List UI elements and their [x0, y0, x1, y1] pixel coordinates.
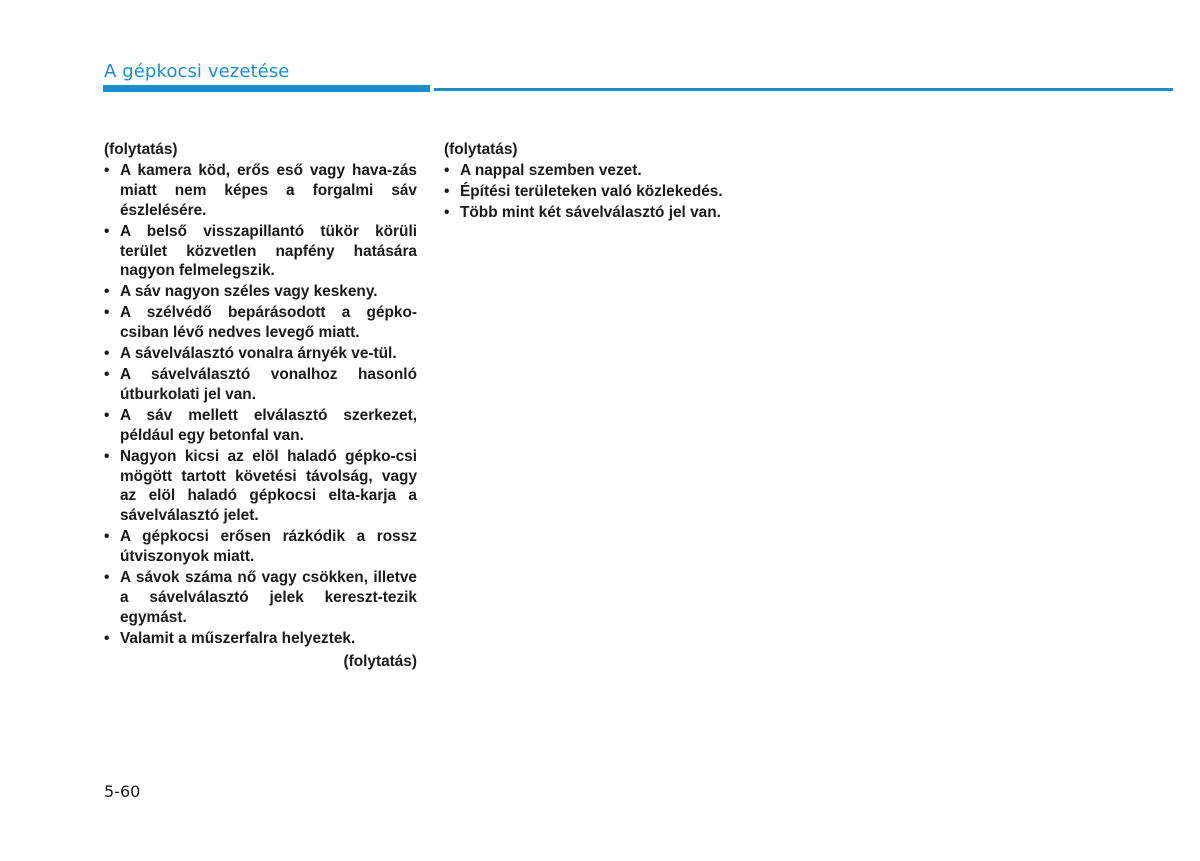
right-bullet-list [444, 161, 784, 223]
list-item [104, 447, 417, 527]
list-item [104, 527, 417, 567]
bullet-icon: • [104, 629, 110, 647]
bullet-icon: • [444, 161, 450, 179]
list-item [104, 406, 417, 446]
continued-label-top: (folytatás) [104, 141, 178, 158]
list-item [104, 282, 417, 302]
bullet-icon: • [104, 528, 110, 546]
list-item [104, 161, 417, 221]
list-item-text: A gépkocsi erősen rázkódik a rossz útviszonyok miatt. [120, 528, 417, 566]
left-bullet-list [104, 161, 417, 649]
list-item-text: A sávok száma nő vagy csökken, illetve a sávelválasztó jelek kereszt-tezik egymást. [120, 569, 417, 626]
list-item [104, 365, 417, 405]
list-item [104, 568, 417, 628]
continued-label-bottom: (folytatás) [343, 652, 417, 670]
list-item-text: A sáv nagyon széles vagy keskeny. [120, 283, 378, 301]
bullet-icon: • [104, 345, 110, 363]
list-item-text: A sáv mellett elválasztó szerkezet, például egy betonfal van. [120, 406, 417, 444]
page-number: 5-60 [104, 782, 141, 801]
bullet-icon: • [104, 222, 110, 240]
header-rule-thick [103, 85, 430, 92]
list-item [104, 303, 417, 343]
header-rule-thin [434, 88, 1173, 91]
list-item-text: Nagyon kicsi az elöl haladó gépko-csi mögött tartott követési távolság, vagy az elöl haladó gépkocsi elta-karja a sávelválasztó jelet. [120, 447, 417, 525]
list-item [104, 222, 417, 282]
list-item-text: A belső visszapillantó tükör körüli terület közvetlen napfény hatására nagyon felmelegszik. [120, 222, 417, 280]
bullet-icon: • [444, 203, 450, 221]
list-item [104, 629, 417, 649]
list-item-text: A nappal szemben vezet. [460, 161, 642, 179]
bullet-icon: • [104, 304, 110, 322]
list-item [444, 161, 784, 181]
bullet-icon: • [104, 406, 110, 424]
list-item-text: Építési területeken való közlekedés. [460, 182, 723, 200]
right-column [444, 140, 784, 224]
bullet-icon: • [104, 447, 110, 465]
list-item-text: A sávelválasztó vonalra árnyék ve-tül. [120, 345, 397, 363]
list-item-text: A kamera köd, erős eső vagy hava-zás miatt nem képes a forgalmi sáv észlelésére. [120, 161, 417, 219]
continued-label-top: (folytatás) [444, 141, 518, 158]
bullet-icon: • [104, 569, 110, 587]
left-column [104, 140, 417, 672]
list-item-text: Valamit a műszerfalra helyeztek. [120, 629, 356, 647]
list-item [444, 203, 784, 223]
bullet-icon: • [104, 161, 110, 179]
bullet-icon: • [104, 365, 110, 383]
list-item-text: Több mint két sávelválasztó jel van. [460, 203, 721, 221]
list-item [104, 344, 417, 364]
list-item-text: A szélvédő bepárásodott a gépko-csiban lévő nedves levegő miatt. [120, 304, 417, 342]
bullet-icon: • [104, 283, 110, 301]
section-title: A gépkocsi vezetése [104, 61, 290, 82]
list-item-text: A sávelválasztó vonalhoz hasonló útburkolati jel van. [120, 365, 417, 403]
bullet-icon: • [444, 182, 450, 200]
list-item [444, 182, 784, 202]
